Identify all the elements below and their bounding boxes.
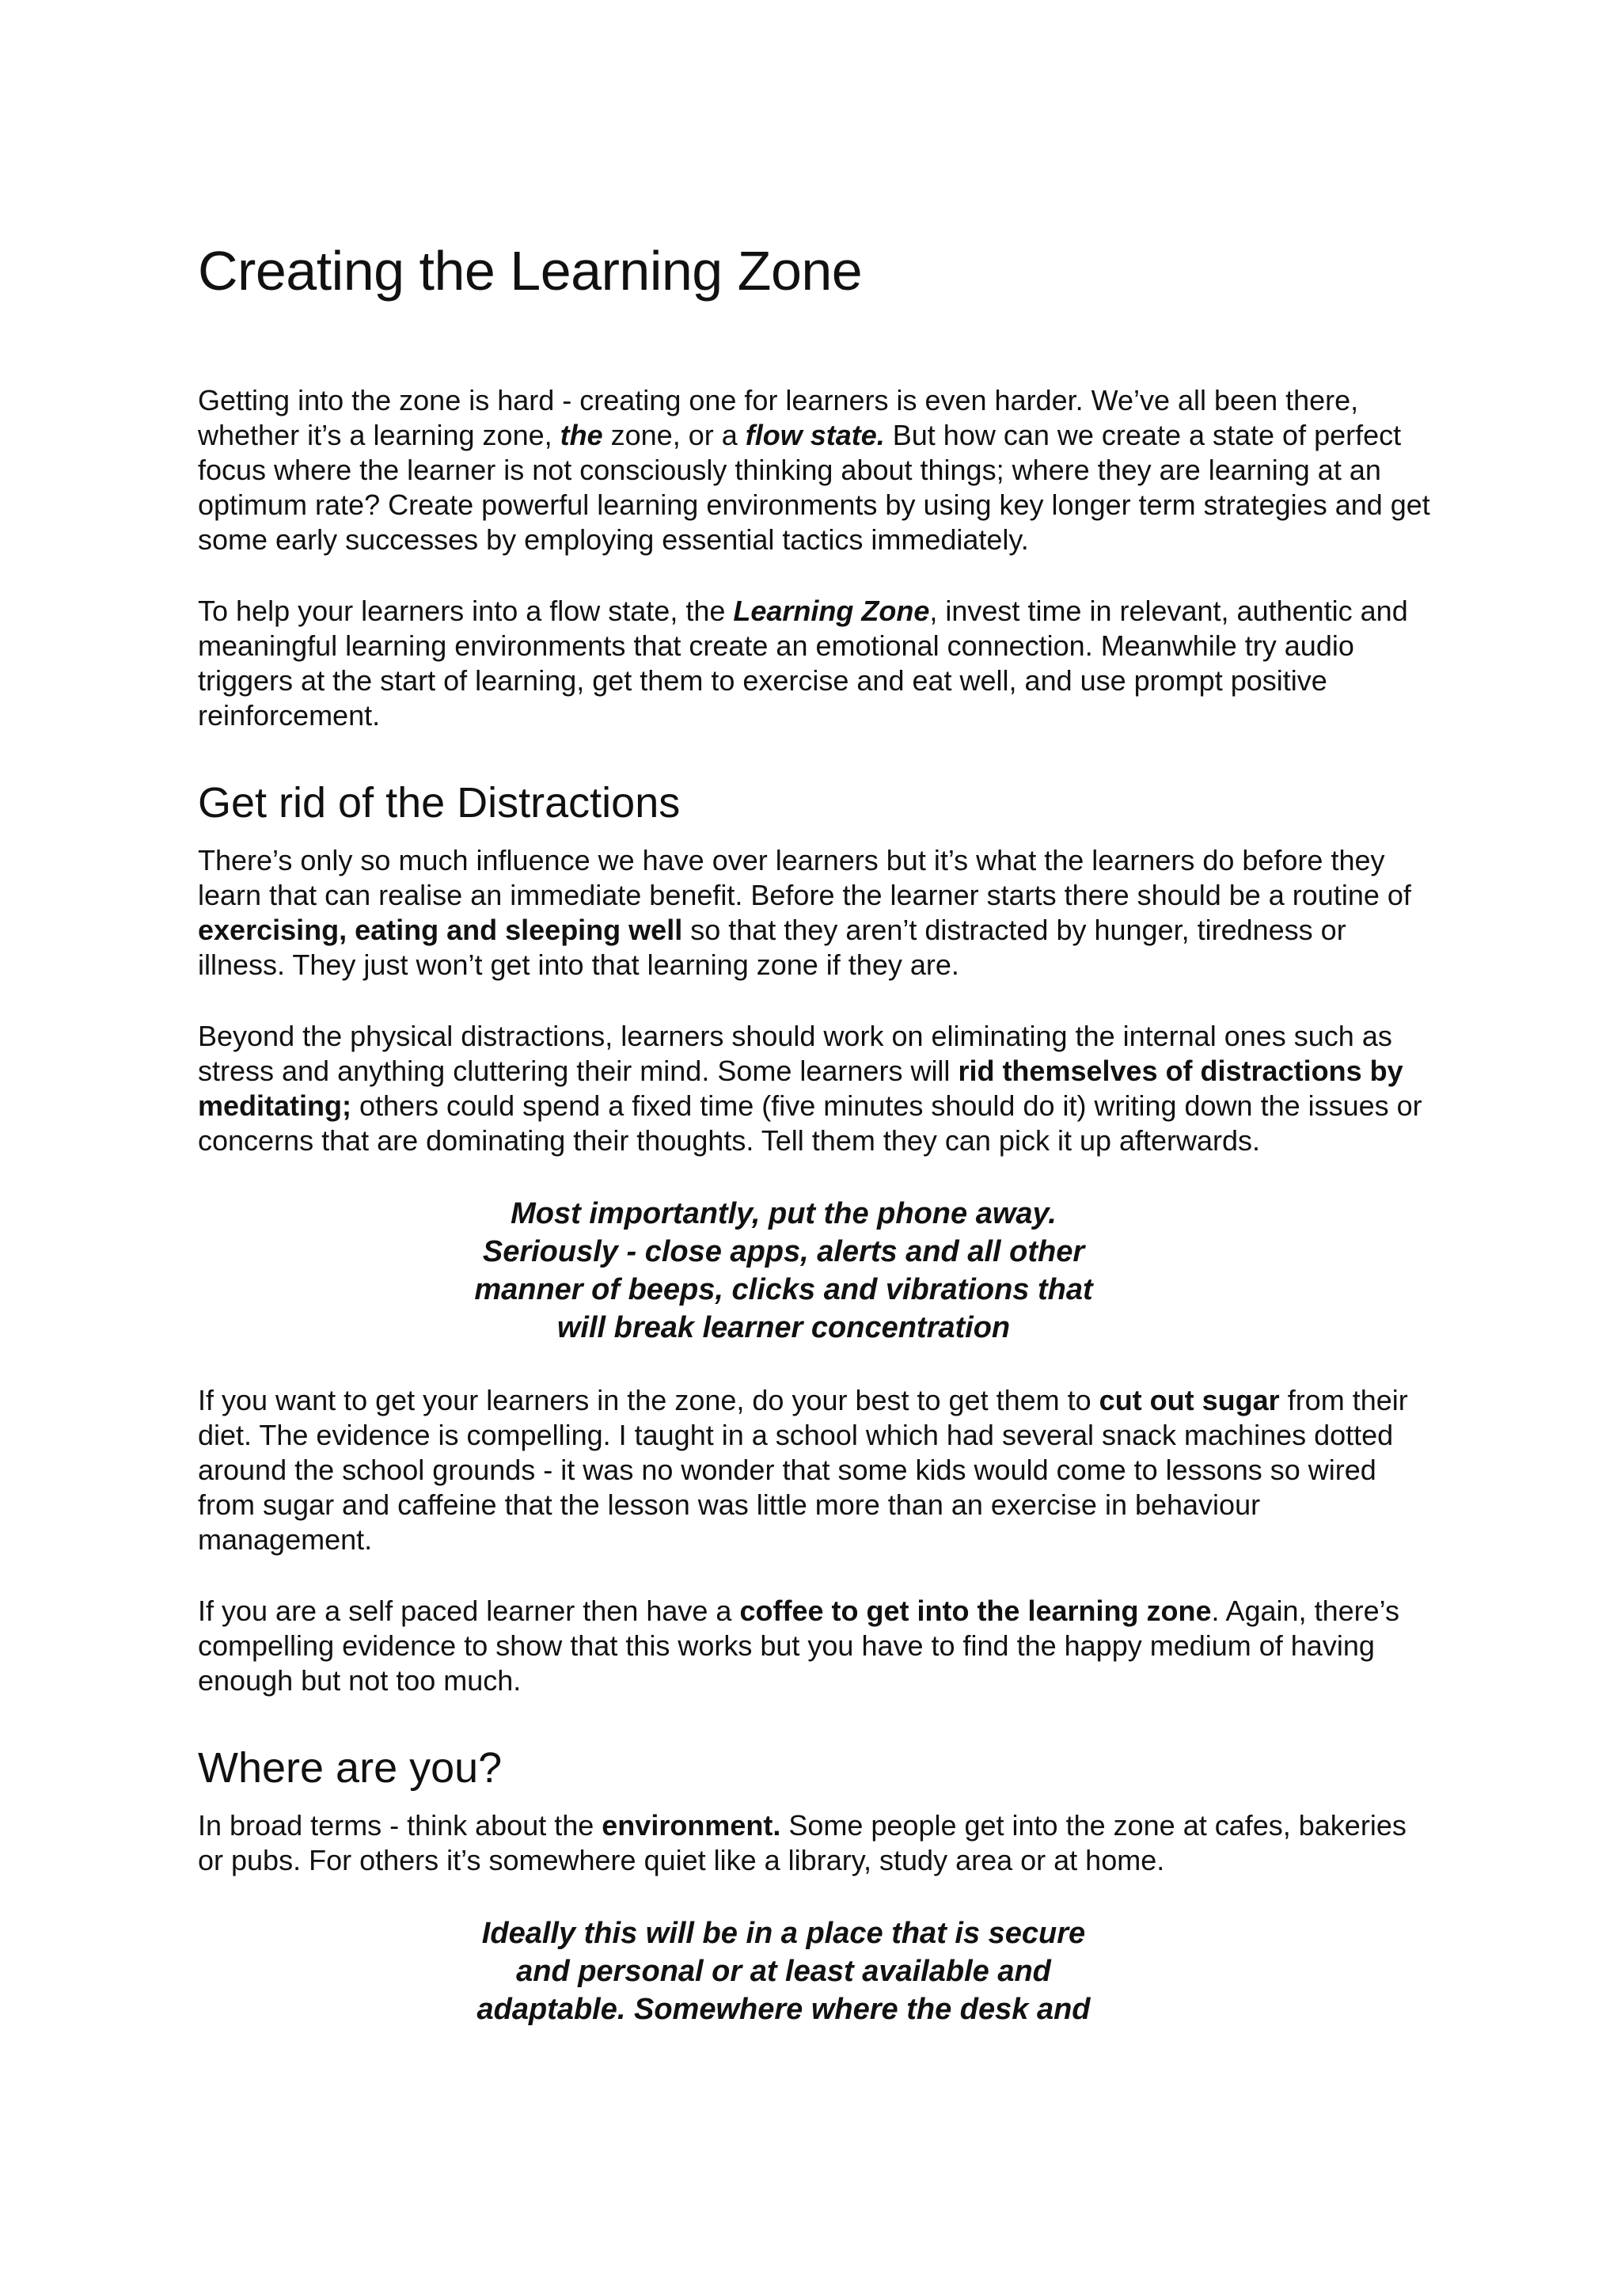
text-run: If you are a self paced learner then have a	[198, 1594, 740, 1627]
distractions-paragraph-4	[198, 1594, 1433, 1698]
pull-quote-line: manner of beeps, clicks and vibrations that	[474, 1272, 1093, 1306]
section-heading-where: Where are you?	[198, 1743, 503, 1792]
pull-quote-place	[198, 1914, 1179, 2028]
pull-quote-line: Seriously - close apps, alerts and all other	[482, 1234, 1085, 1268]
text-run: so that they aren’t distracted by hunger, tiredness or illness. They just won’t get into that learning zone if they are.	[198, 913, 1346, 981]
page-title: Creating the Learning Zone	[198, 240, 863, 302]
document-page	[198, 238, 1433, 2065]
bold-cut-out-sugar: cut out sugar	[1099, 1383, 1280, 1416]
text-run: If you want to get your learners in the zone, do your best to get them to	[198, 1383, 1099, 1416]
text-run: , invest time in relevant, authentic and meaningful learning environments that create an emotional connection. Meanwhile try audio triggers at the start of learning, get them to exercise and eat well, and use prompt positive reinforcement.	[198, 595, 1408, 732]
intro-paragraph-2	[198, 594, 1433, 733]
text-run: from their diet. The evidence is compelling. I taught in a school which had several snack machines dotted around the school grounds - it was no wonder that some kids would come to lessons so wired from sugar and caffeine that the lesson was little more than an exercise in behaviour management.	[198, 1383, 1408, 1556]
text-run: To help your learners into a flow state, the	[198, 595, 734, 627]
where-paragraph-1	[198, 1808, 1433, 1878]
text-run: Beyond the physical distractions, learners should work on eliminating the internal ones such as stress and anything cluttering their mind. Some learners will	[198, 1019, 1392, 1087]
text-run: But how can we create a state of perfect focus where the learner is not consciously thinking about things; where they are learning at an optimum rate? Create powerful learning environments by using key longer term strategies and get some early successes by employing essential tactics immediately.	[198, 419, 1430, 556]
emphasis-flow-state: flow state.	[745, 419, 885, 451]
pull-quote-line: will break learner concentration	[556, 1310, 1011, 1344]
intro-paragraph-1	[198, 383, 1433, 557]
text-run: others could spend a fixed time (five minutes should do it) writing down the issues or concerns that are dominating their thoughts. Tell them they can pick it up afterwards.	[198, 1089, 1422, 1157]
section-heading-distractions: Get rid of the Distractions	[198, 779, 681, 827]
pull-quote-line: and personal or at least available and	[516, 1954, 1051, 1988]
pull-quote-line: adaptable. Somewhere where the desk and	[476, 1992, 1091, 2026]
bold-meditating: rid themselves of distractions by meditating;	[198, 1054, 1403, 1122]
bold-environment: environment.	[602, 1808, 781, 1842]
emphasis-learning-zone: Learning Zone	[733, 595, 930, 627]
distractions-paragraph-1	[198, 843, 1433, 983]
bold-exercising: exercising, eating and sleeping well	[198, 913, 683, 946]
distractions-paragraph-2	[198, 1019, 1433, 1158]
text-run: Some people get into the zone at cafes, bakeries or pubs. For others it’s somewhere quiet like a library, study area or at home.	[198, 1808, 1407, 1876]
text-run: zone, or a	[602, 419, 746, 451]
emphasis-the: the	[560, 419, 603, 451]
distractions-paragraph-3	[198, 1383, 1433, 1557]
pull-quote-phone	[198, 1195, 1179, 1347]
pull-quote-line: Ideally this will be in a place that is secure	[481, 1916, 1086, 1950]
pull-quote-line: Most importantly, put the phone away.	[511, 1196, 1057, 1230]
text-run: There’s only so much influence we have over learners but it’s what the learners do before they learn that can realise an immediate benefit. Before the learner starts there should be a routine of	[198, 843, 1411, 911]
text-run: In broad terms - think about the	[198, 1808, 602, 1842]
bold-coffee: coffee to get into the learning zone	[739, 1594, 1212, 1627]
text-run: . Again, there’s compelling evidence to show that this works but you have to find the happy medium of having enough but not too much.	[198, 1594, 1399, 1697]
text-run: Getting into the zone is hard - creating one for learners is even harder. We’ve all been there, whether it’s a learning zone,	[198, 384, 1359, 451]
